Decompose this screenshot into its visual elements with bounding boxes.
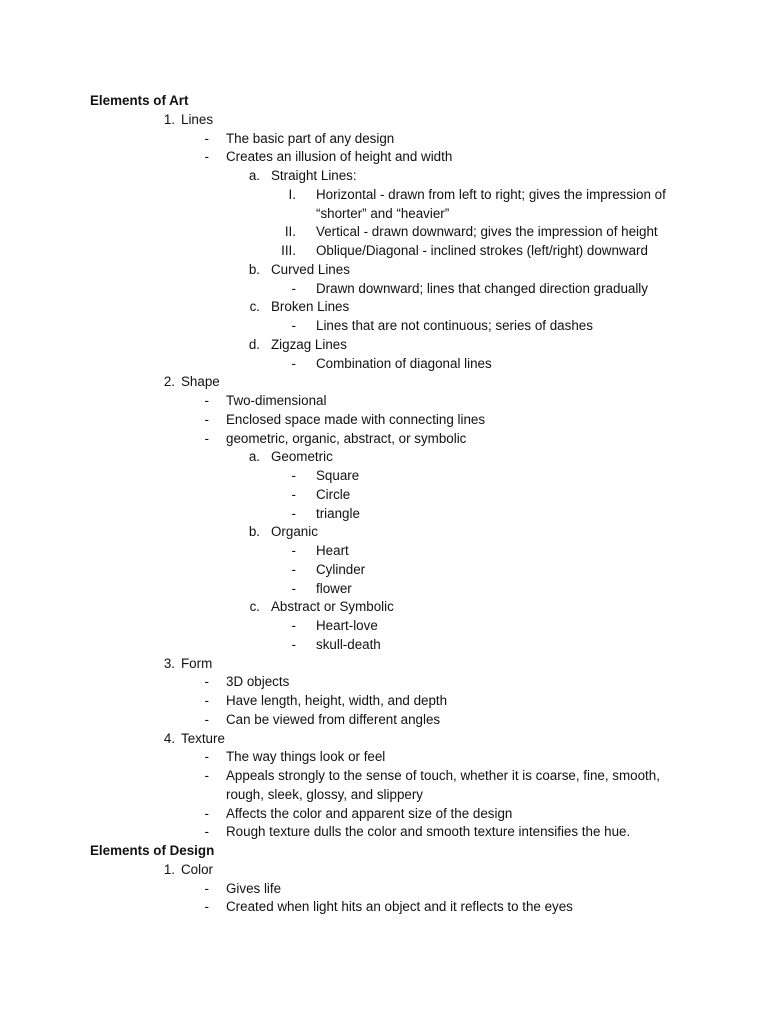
roman-numeral: I. <box>288 186 296 202</box>
bullet-dash: - <box>204 674 209 690</box>
bullet-dash: - <box>204 805 209 821</box>
bullet-dash: - <box>204 768 209 783</box>
section-heading: Elements of Art <box>90 93 189 108</box>
bullet-text: 3D objects <box>226 674 290 690</box>
sub-letter: a. <box>248 168 260 183</box>
bullet-dash: - <box>291 580 296 596</box>
sub-item-title: Broken Lines <box>271 299 350 315</box>
sub-bullet-text: Drawn downward; lines that changed direction gradually <box>316 280 648 296</box>
bullet-dash: - <box>204 711 209 727</box>
bullet-dash: - <box>291 355 296 371</box>
bullet-text: Rough texture dulls the color and smooth texture intensifies the hue. <box>226 824 631 840</box>
sub-bullet-text: Combination of diagonal lines <box>316 355 492 371</box>
bullet-dash: - <box>204 411 209 427</box>
bullet-text: rough, sleek, glossy, and slippery <box>226 786 423 802</box>
sub-item-title: Straight Lines: <box>271 168 357 183</box>
bullet-dash: - <box>291 318 296 333</box>
list-number: 1. <box>163 861 175 877</box>
bullet-dash: - <box>204 393 209 408</box>
sub-bullet-text: Square <box>316 468 360 483</box>
sub-bullet-text: flower <box>316 580 352 596</box>
sub-letter: d. <box>248 336 260 352</box>
roman-item-text: Oblique/Diagonal - inclined strokes (left/right) downward <box>316 243 648 258</box>
bullet-dash: - <box>204 880 209 896</box>
bullet-dash: - <box>291 636 296 652</box>
sub-bullet-text: skull-death <box>316 636 381 652</box>
bullet-dash: - <box>291 486 296 502</box>
list-item-title: Form <box>181 655 213 671</box>
bullet-dash: - <box>291 505 296 521</box>
bullet-text: The basic part of any design <box>226 130 395 146</box>
bullet-dash: - <box>204 899 209 915</box>
sub-bullet-text: Cylinder <box>316 561 366 577</box>
bullet-dash: - <box>291 468 296 483</box>
bullet-dash: - <box>204 430 209 446</box>
sub-item-title: Organic <box>271 524 318 540</box>
list-number: 2. <box>163 374 175 390</box>
bullet-dash: - <box>204 149 209 165</box>
bullet-text: The way things look or feel <box>226 749 386 765</box>
list-item-title: Shape <box>181 374 220 390</box>
list-item-title: Texture <box>181 730 225 746</box>
bullet-text: Can be viewed from different angles <box>226 711 441 727</box>
sub-item-title: Zigzag Lines <box>271 336 347 352</box>
roman-numeral: III. <box>281 243 296 258</box>
list-number: 3. <box>163 655 175 671</box>
bullet-text: Have length, height, width, and depth <box>226 693 448 708</box>
sub-letter: b. <box>248 261 260 277</box>
roman-item-text: Horizontal - drawn from left to right; gives the impression of <box>316 186 666 202</box>
bullet-dash: - <box>291 280 296 296</box>
bullet-text: geometric, organic, abstract, or symbolic <box>226 430 467 446</box>
list-item-title: Lines <box>181 111 214 127</box>
sub-item-title: Abstract or Symbolic <box>271 599 394 615</box>
bullet-text: Two-dimensional <box>226 393 327 408</box>
bullet-text: Created when light hits an object and it reflects to the eyes <box>226 899 573 915</box>
sub-item-title: Geometric <box>271 449 333 465</box>
roman-numeral: II. <box>284 224 296 240</box>
list-item-title: Color <box>181 861 213 877</box>
section-heading: Elements of Design <box>90 843 215 858</box>
bullet-text: Appeals strongly to the sense of touch, whether it is coarse, fine, smooth, <box>226 768 660 783</box>
sub-item-title: Curved Lines <box>271 261 350 277</box>
sub-bullet-text: Circle <box>316 486 351 502</box>
bullet-dash: - <box>291 618 296 633</box>
bullet-dash: - <box>204 824 209 840</box>
roman-item-text: “shorter” and “heavier” <box>316 205 450 221</box>
sub-letter: b. <box>248 524 260 540</box>
sub-letter: c. <box>249 599 260 615</box>
sub-letter: c. <box>249 299 260 315</box>
list-number: 1. <box>163 111 175 127</box>
roman-item-text: Vertical - drawn downward; gives the impression of height <box>316 224 658 240</box>
list-number: 4. <box>163 730 175 746</box>
bullet-text: Creates an illusion of height and width <box>226 149 453 165</box>
bullet-text: Affects the color and apparent size of the design <box>226 805 513 821</box>
sub-bullet-text: Lines that are not continuous; series of dashes <box>316 318 593 333</box>
bullet-dash: - <box>204 749 209 765</box>
bullet-dash: - <box>291 543 296 558</box>
bullet-dash: - <box>204 130 209 146</box>
sub-bullet-text: Heart <box>316 543 349 558</box>
sub-letter: a. <box>248 449 260 465</box>
bullet-dash: - <box>291 561 296 577</box>
bullet-text: Gives life <box>226 880 282 896</box>
bullet-text: Enclosed space made with connecting lines <box>226 411 486 427</box>
sub-bullet-text: triangle <box>316 505 360 521</box>
sub-bullet-text: Heart-love <box>316 618 378 633</box>
bullet-dash: - <box>204 693 209 708</box>
